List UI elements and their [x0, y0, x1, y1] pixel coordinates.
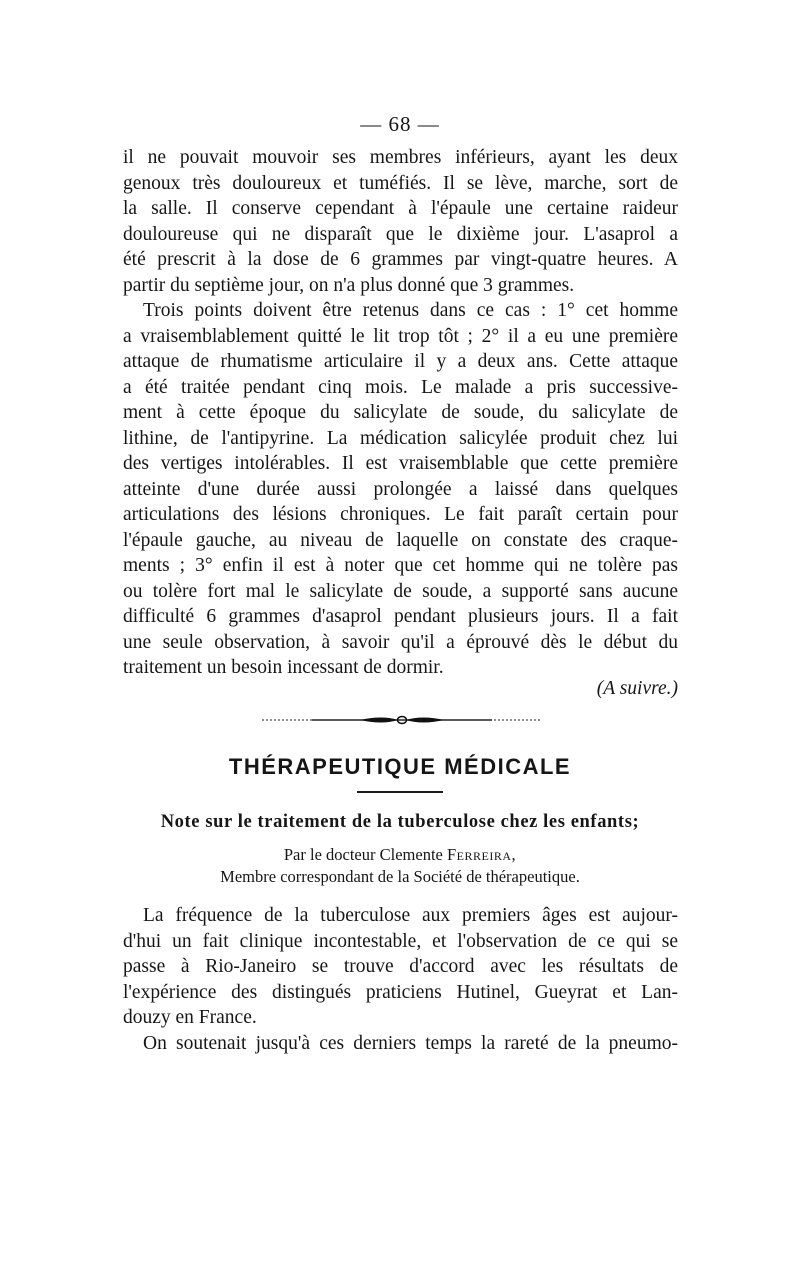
- text-line: d'hui un fait clinique incontestable, et l'observation de ce qui se: [123, 930, 678, 952]
- text-line: douzy en France.: [123, 1007, 257, 1028]
- text-line: l'expérience des distingués praticiens Hutinel, Gueyrat et Lan-: [123, 981, 678, 1003]
- title-rule: [357, 791, 443, 793]
- paragraph-tuberculosis-frequency: [123, 903, 678, 1031]
- text-line: passe à Rio-Janeiro se trouve d'accord avec les résultats de: [123, 956, 678, 977]
- ornament-divider-icon: [262, 712, 542, 728]
- page-number: — 68 —: [360, 112, 440, 136]
- text-line: il ne pouvait mouvoir ses membres inférieurs, ayant les deux: [123, 147, 678, 168]
- text-line: douloureuse qui ne disparaît que le dixième jour. L'asaprol a: [123, 223, 678, 245]
- text-line: la salle. Il conserve cependant à l'épaule une certaine raideur: [123, 198, 678, 219]
- article-title: Note sur le traitement de la tuberculose chez les enfants;: [160, 812, 640, 832]
- text-line: On soutenait jusqu'à ces derniers temps la rareté de la pneumo-: [143, 1033, 678, 1054]
- text-line: ou tolère fort mal le salicylate de soude, a supporté sans aucune: [123, 580, 678, 602]
- text-line: ments ; 3° enfin il est à noter que cet homme qui ne tolère pas: [123, 555, 678, 576]
- paragraph-pneumonia-rarity: [123, 1031, 678, 1057]
- text-line: traitement un besoin incessant de dormir.: [123, 657, 444, 678]
- paragraph-three-points: [123, 298, 678, 681]
- text-line: partir du septième jour, on n'a plus donné que 3 grammes.: [123, 274, 575, 296]
- text-line: atteinte d'une durée aussi prolongée a laissé dans quelques: [123, 478, 678, 500]
- text-line: La fréquence de la tuberculose aux premiers âges est aujour-: [143, 905, 678, 926]
- text-line: a vraisemblablement quitté le lit trop tôt ; 2° il a eu une première: [123, 325, 678, 347]
- author-byline: [0, 845, 800, 865]
- text-line: ment à cette époque du salicylate de soude, du salicylate de: [123, 402, 678, 423]
- section-title: THÉRAPEUTIQUE MÉDICALE: [228, 754, 572, 779]
- author-name: Ferreira,: [446, 845, 517, 864]
- text-line: attaque de rhumatisme articulaire il y a deux ans. Cette attaque: [123, 351, 678, 372]
- text-line: articulations des lésions chroniques. Le fait paraît certain pour: [123, 504, 678, 525]
- author-affiliation: Membre correspondant de la Société de thérapeutique.: [220, 867, 580, 886]
- text-line: lithine, de l'antipyrine. La médication salicylée produit chez lui: [123, 427, 678, 449]
- text-line: genoux très douloureux et tuméfiés. Il se lève, marche, sort de: [123, 172, 678, 194]
- text-line: Trois points doivent être retenus dans ce cas : 1° cet homme: [143, 300, 678, 321]
- text-line: été prescrit à la dose de 6 grammes par vingt-quatre heures. A: [123, 249, 678, 270]
- text-line: des vertiges intolérables. Il est vraisemblable que cette première: [123, 453, 678, 474]
- byline-prefix: Par le docteur Clemente: [283, 845, 443, 864]
- text-line: difficulté 6 grammes d'asaprol pendant plusieurs jours. Il a fait: [123, 606, 678, 627]
- to-be-continued: (A suivre.): [596, 678, 678, 699]
- text-line: l'épaule gauche, au niveau de laquelle on constate des craque-: [123, 529, 678, 551]
- text-line: a été traitée pendant cinq mois. Le malade a pris successive-: [123, 376, 678, 398]
- text-line: une seule observation, à savoir qu'il a éprouvé dès le début du: [123, 631, 678, 653]
- paragraph-case-conclusion: [123, 145, 678, 298]
